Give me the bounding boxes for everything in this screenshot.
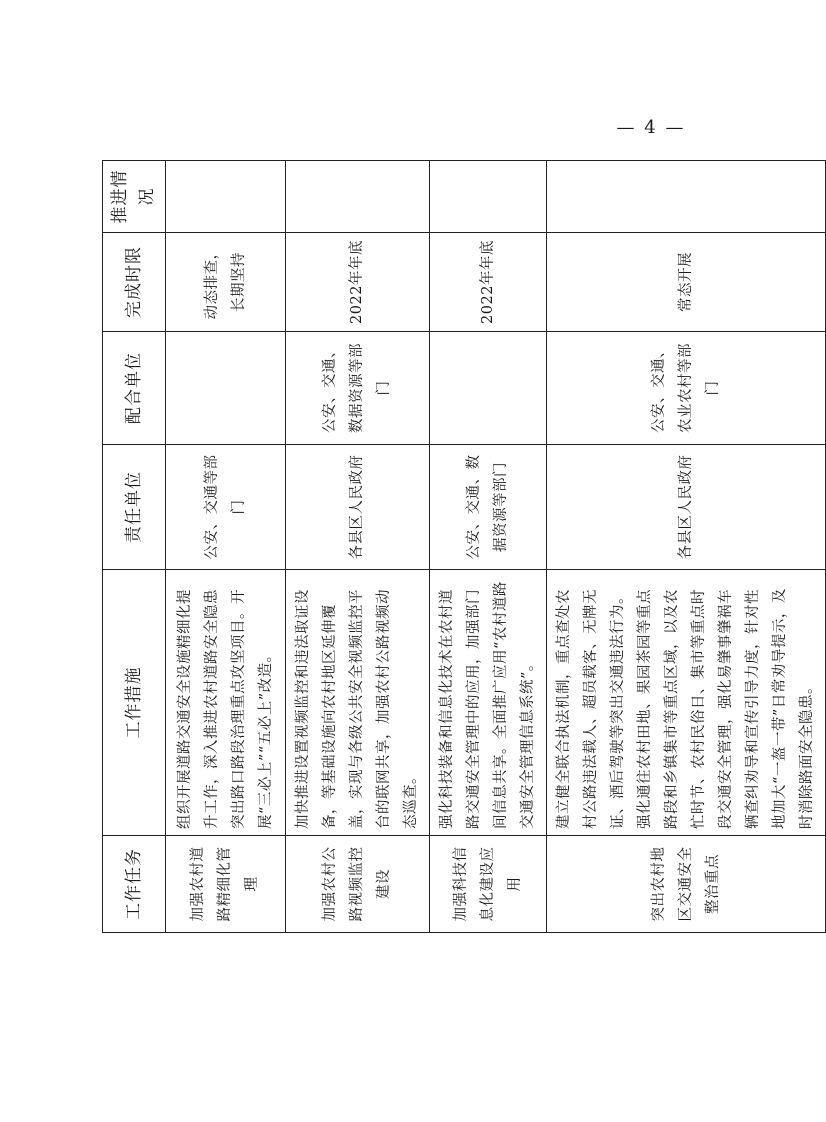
cell-task: 加强科技信息化建设应用 [430,836,547,933]
cell-cooperating: 公安、交通、农业农村等部门 [547,332,826,445]
header-cooperating: 配合单位 [103,332,166,445]
table-row [286,161,430,933]
header-responsible: 责任单位 [103,445,166,570]
cell-cooperating [166,332,286,445]
cell-deadline: 2022年年底 [286,233,430,332]
cell-measure: 加快推进设置视频监控和违法取证设备，等基础设施向农村地区延伸覆盖，实现与各级公共安全视频监控平台的联网共享，加强农村公路视频动态巡查。 [286,570,430,836]
cell-responsible: 公安、交通等部门 [166,445,286,570]
cell-cooperating: 公安、交通、数据资源等部门 [286,332,430,445]
cell-deadline: 2022年年底 [430,233,547,332]
header-task: 工作任务 [103,836,166,933]
cell-task: 加强农村道路精细化管理 [166,836,286,933]
table-row [430,161,547,933]
cell-progress [166,161,286,233]
cell-measure: 强化科技装备和信息化技术在农村道路交通安全管理中的应用，加强部门间信息共享。全面推广应用“农村道路交通安全管理信息系统”。 [430,570,547,836]
cell-progress [286,161,430,233]
cell-task: 加强农村公路视频监控建设 [286,836,430,933]
cell-measure: 组织开展道路交通安全设施精细化提升工作，深入推进农村道路安全隐患突出路口路段治理重点攻坚项目。开展“三必上”“五必上”改造。 [166,570,286,836]
cell-progress [547,161,826,233]
cell-measure: 建立健全联合执法机制，重点查处农村公路违法载人、超员载客、无牌无证、酒后驾驶等突出交通违法行为。强化通往农村田地、果园茶园等重点路段和乡镇集市等重点区域，以及农忙时节、农村民俗日、集市等重点时段交通安全管理，强化易肇事肇祸车辆查纠劝导和宣传引导力度，针对性地加大“一盔一带”日常劝导提示，及时消除路面安全隐患。 [547,570,826,836]
header-deadline: 完成时限 [103,233,166,332]
page-number: — 4 — [616,117,686,138]
cell-task: 突出农村地区交通安全整治重点 [547,836,826,933]
cell-responsible: 公安、交通、数据资源等部门 [430,445,547,570]
header-progress: 推进情况 [103,161,166,233]
cell-progress [430,161,547,233]
header-measure: 工作措施 [103,570,166,836]
table-row [166,161,286,933]
cell-deadline: 动态排查，长期坚持 [166,233,286,332]
cell-cooperating [430,332,547,445]
cell-responsible: 各县区人民政府 [547,445,826,570]
work-task-table [102,160,826,933]
cell-deadline: 常态开展 [547,233,826,332]
table-header-row [103,161,166,933]
cell-responsible: 各县区人民政府 [286,445,430,570]
table-row [547,161,826,933]
